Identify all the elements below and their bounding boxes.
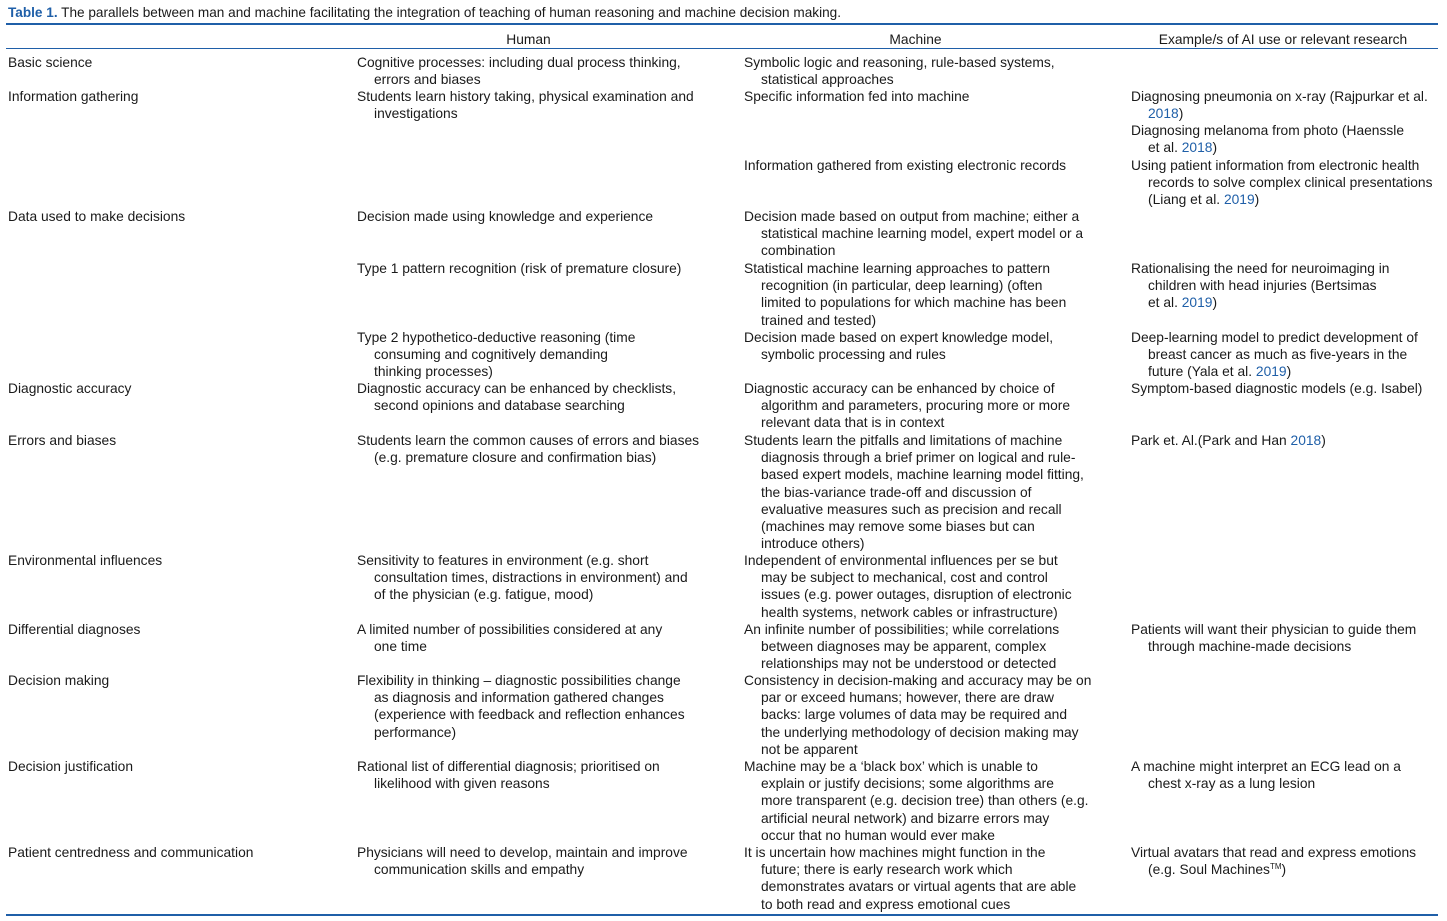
- cell-line: errors and biases: [374, 72, 481, 88]
- cell-line: A limited number of possibilities considered at any: [357, 622, 663, 637]
- cell-line: artificial neural network) and bizarre errors may: [761, 810, 1050, 826]
- cell-line: demonstrates avatars or virtual agents that are able: [761, 879, 1077, 895]
- cell-line: statistical machine learning model, expert model or a: [761, 226, 1084, 242]
- row-label-environmental: Environmental influences: [8, 553, 163, 568]
- human-differential: [357, 621, 662, 655]
- human-decision-making: [357, 672, 685, 741]
- citation-link[interactable]: 2018: [1290, 433, 1322, 448]
- row-label-decision-making: Decision making: [8, 673, 110, 688]
- example-line: ): [1178, 106, 1184, 122]
- cell-line: Patients will want their physician to guide them: [1131, 622, 1417, 637]
- header-rule: [6, 48, 1438, 49]
- machine-diagnostic-accuracy: [744, 380, 1070, 432]
- machine-data-used-b: [744, 260, 1066, 329]
- cell-line: A machine might interpret an ECG lead on a: [1131, 759, 1401, 774]
- cell-line: consuming and cognitively demanding: [374, 347, 608, 363]
- cell-line: based expert models, machine learning model fitting,: [761, 467, 1084, 483]
- cell-line: Machine may be a ‘black box’ which is unable to: [744, 759, 1038, 774]
- cell-line: It is uncertain how machines might function in the: [744, 845, 1046, 860]
- citation-link[interactable]: 2019: [1255, 364, 1287, 380]
- row-label-diagnostic-accuracy: Diagnostic accuracy: [8, 381, 132, 396]
- cell-line: (e.g. premature closure and confirmation bias): [374, 450, 657, 466]
- example-diagnostic-accuracy: [1131, 380, 1422, 397]
- cell-line: future; there is early research work which: [761, 862, 1013, 878]
- cell-line: Sensitivity to features in environment (e.g. short: [357, 553, 649, 568]
- cell-line: trained and tested): [761, 312, 877, 328]
- machine-differential: [744, 621, 1059, 673]
- example-line: ): [1321, 433, 1326, 448]
- cell-line: to both read and express emotional cues: [761, 896, 1011, 912]
- cell-line: the bias-variance trade-off and discussion of: [761, 484, 1032, 500]
- human-data-used-b: [357, 260, 681, 277]
- cell-line: Decision made using knowledge and experience: [357, 209, 654, 224]
- caption-text: The parallels between man and machine facilitating the integration of teaching of human reasoning and machine decision making.: [61, 5, 841, 20]
- cell-line: diagnosis through a brief primer on logical and rule-: [761, 450, 1076, 466]
- cell-line: An infinite number of possibilities; while correlations: [744, 622, 1060, 637]
- cell-line: Students learn the common causes of errors and biases: [357, 433, 700, 448]
- cell-line: explain or justify decisions; some algorithms are: [761, 776, 1054, 792]
- header-machine: Machine: [889, 32, 942, 47]
- example-line: records to solve complex clinical presentations: [1148, 175, 1433, 191]
- cell-line: Diagnostic accuracy can be enhanced by checklists,: [357, 381, 677, 396]
- example-line: Using patient information from electronic health: [1131, 158, 1420, 173]
- cell-line: Diagnostic accuracy can be enhanced by choice of: [744, 381, 1055, 396]
- cell-line: evaluative measures such as precision and recall: [761, 501, 1062, 517]
- machine-information-gathering-b: [744, 157, 1066, 174]
- cell-line: symbolic processing and rules: [761, 347, 946, 363]
- cell-line: investigations: [374, 106, 458, 122]
- example-line: (Liang et al.: [1148, 192, 1224, 208]
- cell-line: thinking processes): [374, 364, 493, 380]
- human-diagnostic-accuracy: [357, 380, 676, 414]
- citation-link[interactable]: 2019: [1223, 192, 1255, 208]
- cell-line: introduce others): [761, 536, 865, 552]
- table-label: Table 1.: [8, 5, 58, 20]
- human-decision-justification: [357, 758, 660, 792]
- row-label-decision-justification: Decision justification: [8, 759, 133, 774]
- example-differential: [1131, 621, 1416, 655]
- citation-link[interactable]: 2018: [1181, 140, 1213, 156]
- cell-line: between diagnoses may be apparent, complex: [761, 639, 1047, 655]
- cell-line: the underlying methodology of decision making may: [761, 724, 1079, 740]
- example-line: ): [1281, 862, 1287, 878]
- cell-line: backs: large volumes of data may be required and: [761, 707, 1068, 723]
- cell-line: as diagnosis and information gathered changes: [374, 690, 664, 706]
- example-line: ): [1212, 295, 1218, 311]
- example-line: children with head injuries (Bertsimas: [1148, 278, 1377, 294]
- example-errors-biases: [1131, 432, 1326, 449]
- cell-line: Physicians will need to develop, maintain and improve: [357, 845, 688, 860]
- cell-line: likelihood with given reasons: [374, 776, 550, 792]
- cell-line: (experience with feedback and reflection enhances: [374, 707, 685, 723]
- example-electronic-health: [1131, 157, 1433, 209]
- trademark-superscript: TM: [1269, 862, 1282, 872]
- row-label-data-used: Data used to make decisions: [8, 209, 186, 224]
- cell-line: limited to populations for which machine has been: [761, 295, 1067, 311]
- cell-line: algorithm and parameters, procuring more or more: [761, 398, 1071, 414]
- machine-decision-justification: [744, 758, 1088, 844]
- cell-line: occur that no human would ever make: [761, 827, 995, 843]
- machine-basic-science: [744, 54, 1055, 88]
- cell-line: issues (e.g. power outages, disruption of electronic: [761, 587, 1072, 603]
- header-human: Human: [506, 32, 551, 47]
- example-pneumonia: [1131, 88, 1428, 122]
- bottom-rule: [6, 914, 1438, 916]
- cell-line: performance): [374, 724, 457, 740]
- cell-line: Type 2 hypothetico-deductive reasoning (time: [357, 330, 636, 345]
- cell-line: relevant data that is in context: [761, 415, 945, 431]
- top-rule: [6, 23, 1438, 25]
- human-patient-centredness: [357, 844, 688, 878]
- human-data-used-a: [357, 208, 653, 225]
- example-line: et al.: [1148, 140, 1182, 156]
- machine-decision-making: [744, 672, 1091, 758]
- human-basic-science: [357, 54, 681, 88]
- cell-line: recognition (in particular, deep learning) (often: [761, 278, 1043, 294]
- cell-line: Decision made based on expert knowledge model,: [744, 330, 1054, 345]
- example-line: Rationalising the need for neuroimaging in: [1131, 261, 1390, 276]
- machine-environmental: [744, 552, 1072, 621]
- cell-line: Rational list of differential diagnosis; prioritised on: [357, 759, 660, 774]
- row-label-information-gathering: Information gathering: [8, 89, 139, 104]
- cell-line: Cognitive processes: including dual process thinking,: [357, 55, 681, 70]
- example-line: (e.g. Soul Machines: [1148, 862, 1270, 878]
- citation-link[interactable]: 2019: [1181, 295, 1213, 311]
- example-line: Diagnosing pneumonia on x-ray (Rajpurkar et al.: [1131, 89, 1428, 104]
- example-line: ): [1286, 364, 1292, 380]
- example-decision-justification: [1131, 758, 1401, 792]
- human-data-used-c: [357, 329, 635, 381]
- cell-line: through machine-made decisions: [1148, 639, 1352, 655]
- cell-line: Symptom-based diagnostic models (e.g. Isabel): [1131, 381, 1423, 396]
- cell-line: Students learn history taking, physical examination and: [357, 89, 694, 104]
- example-neuroimaging: [1131, 260, 1389, 312]
- machine-data-used-a: [744, 208, 1083, 260]
- cell-line: health systems, network cables or infrastructure): [761, 604, 1058, 620]
- cell-line: (machines may remove some biases but can: [761, 519, 1035, 535]
- cell-line: may be subject to mechanical, cost and control: [761, 570, 1048, 586]
- human-errors-biases: [357, 432, 699, 466]
- example-line: ): [1254, 192, 1260, 208]
- row-label-errors-biases: Errors and biases: [8, 433, 117, 448]
- cell-line: chest x-ray as a lung lesion: [1148, 776, 1316, 792]
- example-line: future (Yala et al.: [1148, 364, 1256, 380]
- human-information-gathering: [357, 88, 694, 122]
- cell-line: Statistical machine learning approaches to pattern: [744, 261, 1051, 276]
- table-caption: [8, 4, 1438, 22]
- example-line: Virtual avatars that read and express emotions: [1131, 845, 1417, 860]
- citation-link[interactable]: 2018: [1148, 106, 1179, 122]
- cell-line: not be apparent: [761, 741, 858, 757]
- cell-line: relationships may not be understood or detected: [761, 656, 1057, 672]
- row-label-differential: Differential diagnoses: [8, 622, 141, 637]
- example-melanoma: [1131, 122, 1404, 156]
- cell-line: communication skills and empathy: [374, 862, 585, 878]
- machine-information-gathering-a: [744, 88, 969, 105]
- header-examples: Example/s of AI use or relevant research: [1158, 32, 1408, 47]
- example-line: Park et. Al.(Park and Han: [1131, 433, 1291, 448]
- human-environmental: [357, 552, 688, 604]
- cell-line: statistical approaches: [761, 72, 894, 88]
- cell-line: second opinions and database searching: [374, 398, 625, 414]
- example-line: Deep-learning model to predict development of: [1131, 330, 1418, 345]
- example-line: ): [1212, 140, 1218, 156]
- example-patient-centredness: [1131, 844, 1416, 878]
- cell-line: of the physician (e.g. fatigue, mood): [374, 587, 594, 603]
- cell-line: Specific information fed into machine: [744, 89, 970, 104]
- machine-patient-centredness: [744, 844, 1076, 913]
- example-breast-cancer: [1131, 329, 1418, 381]
- cell-line: Students learn the pitfalls and limitations of machine: [744, 433, 1063, 448]
- row-label-basic-science: Basic science: [8, 55, 93, 70]
- cell-line: combination: [761, 243, 836, 259]
- example-line: breast cancer as much as five-years in the: [1148, 347, 1408, 363]
- cell-line: one time: [374, 639, 427, 655]
- cell-line: more transparent (e.g. decision tree) than others (e.g.: [761, 793, 1089, 809]
- example-line: et al.: [1148, 295, 1182, 311]
- example-line: Diagnosing melanoma from photo (Haenssle: [1131, 123, 1405, 138]
- cell-line: Symbolic logic and reasoning, rule-based systems,: [744, 55, 1055, 70]
- cell-line: consultation times, distractions in environment) and: [374, 570, 688, 586]
- cell-line: par or exceed humans; however, there are draw: [761, 690, 1054, 706]
- cell-line: Consistency in decision-making and accuracy may be on: [744, 673, 1092, 688]
- machine-errors-biases: [744, 432, 1084, 552]
- cell-line: Information gathered from existing electronic records: [744, 158, 1067, 173]
- cell-line: Independent of environmental influences per se but: [744, 553, 1058, 568]
- cell-line: Type 1 pattern recognition (risk of premature closure): [357, 261, 682, 276]
- row-label-patient-centredness: Patient centredness and communication: [8, 845, 254, 860]
- machine-data-used-c: [744, 329, 1053, 363]
- cell-line: Decision made based on output from machine; either a: [744, 209, 1080, 224]
- cell-line: Flexibility in thinking – diagnostic possibilities change: [357, 673, 681, 688]
